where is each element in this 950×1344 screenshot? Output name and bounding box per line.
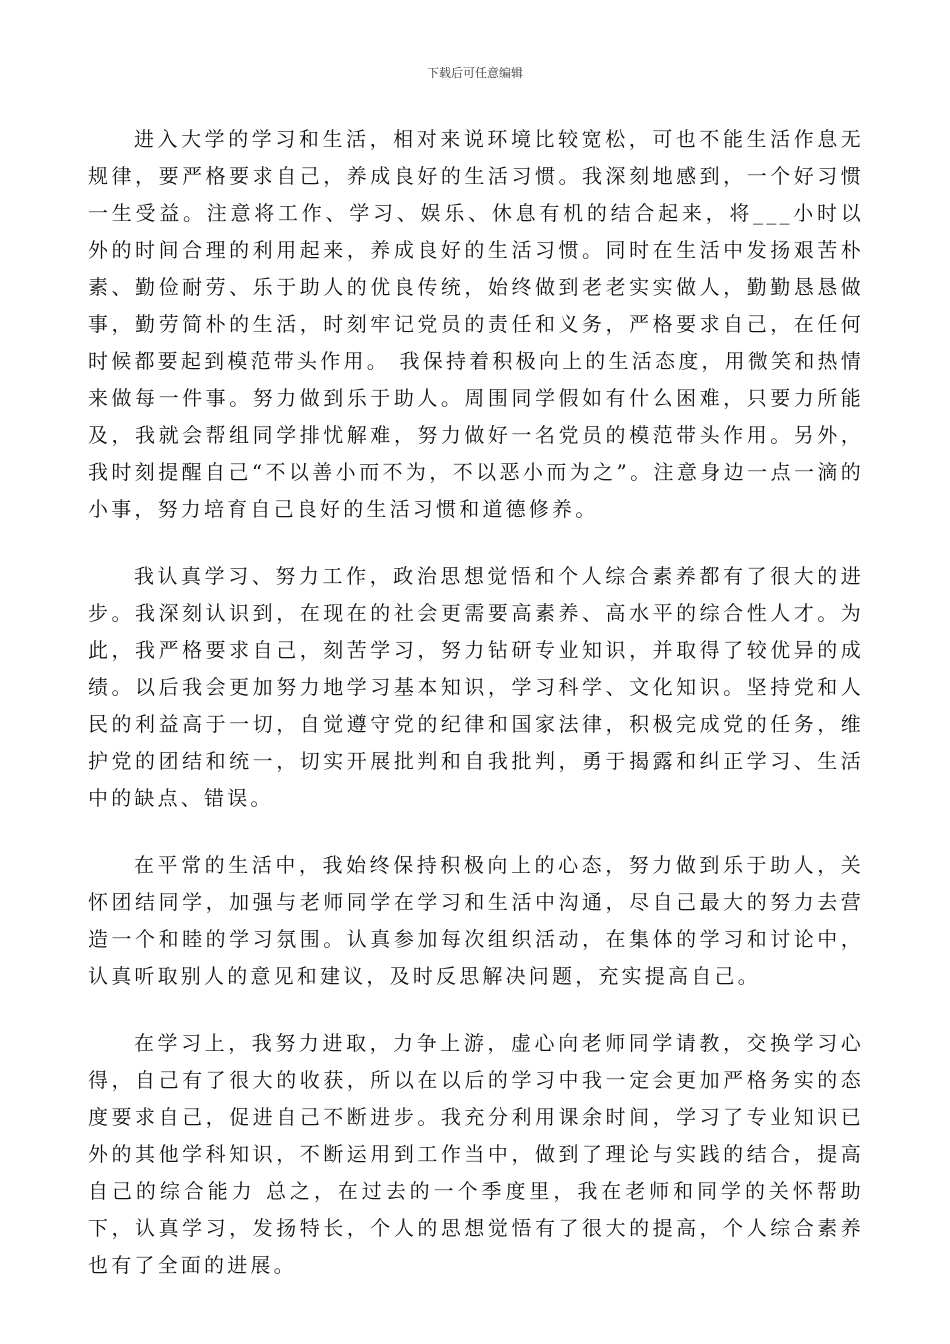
- page-header: 下载后可任意编辑: [426, 66, 523, 80]
- paragraph-3: 在平常的生活中，我始终保持积极向上的心态，努力做到乐于助人，关怀团结同学，加强与老师同学在学习和生活中沟通，尽自己最大的努力去营造一个和睦的学习氛围。认真参加每次组织活动，在集体的学习和讨论中，认真听取别人的意见和建议，及时反思解决问题，充实提高自己。: [88, 853, 864, 988]
- paragraph-2: 我认真学习、努力工作，政治思想觉悟和个人综合素养都有了很大的进步。我深刻认识到，在现在的社会更需要高素养、高水平的综合性人才。为此，我严格要求自己，刻苦学习，努力钻研专业知识，并取得了较优异的成绩。以后我会更加努力地学习基本知识，学习科学、文化知识。坚持党和人民的利益高于一切，自觉遵守党的纪律和国家法律，积极完成党的任务，维护党的团结和统一，切实开展批判和自我批判，勇于揭露和纠正学习、生活中的缺点、错误。: [88, 564, 864, 810]
- document-body: [88, 121, 864, 1314]
- paragraph-1: 进入大学的学习和生活，相对来说环境比较宽松，可也不能生活作息无规律，要严格要求自己，养成良好的生活习惯。我深刻地感到，一个好习惯一生受益。注意将工作、学习、娱乐、休息有机的结合起来，将___小时以外的时间合理的利用起来，养成良好的生活习惯。同时在生活中发扬艰苦朴素、勤俭耐劳、乐于助人的优良传统，始终做到老老实实做人，勤勤恳恳做事，勤劳简朴的生活，时刻牢记党员的责任和义务，严格要求自己，在任何时候都要起到模范带头作用。 我保持着积极向上的生活态度，用微笑和热情来做每一件事。努力做到乐于助人。周围同学假如有什么困难，只要力所能及，我就会帮组同学排忧解难，努力做好一名党员的模范带头作用。另外，我时刻提醒自己“不以善小而不为，不以恶小而为之”。注意身边一点一滴的小事，努力培育自己良好的生活习惯和道德修养。: [88, 127, 864, 521]
- paragraph-4: 在学习上，我努力进取，力争上游，虚心向老师同学请教，交换学习心得，自己有了很大的收获，所以在以后的学习中我一定会更加严格务实的态度要求自己，促进自己不断进步。我充分利用课余时间，学习了专业知识已外的其他学科知识，不断运用到工作当中，做到了理论与实践的结合，提高自己的综合能力 总之，在过去的一个季度里，我在老师和同学的关怀帮助下，认真学习，发扬特长，个人的思想觉悟有了很大的提高，个人综合素养也有了全面的进展。: [88, 1031, 864, 1277]
